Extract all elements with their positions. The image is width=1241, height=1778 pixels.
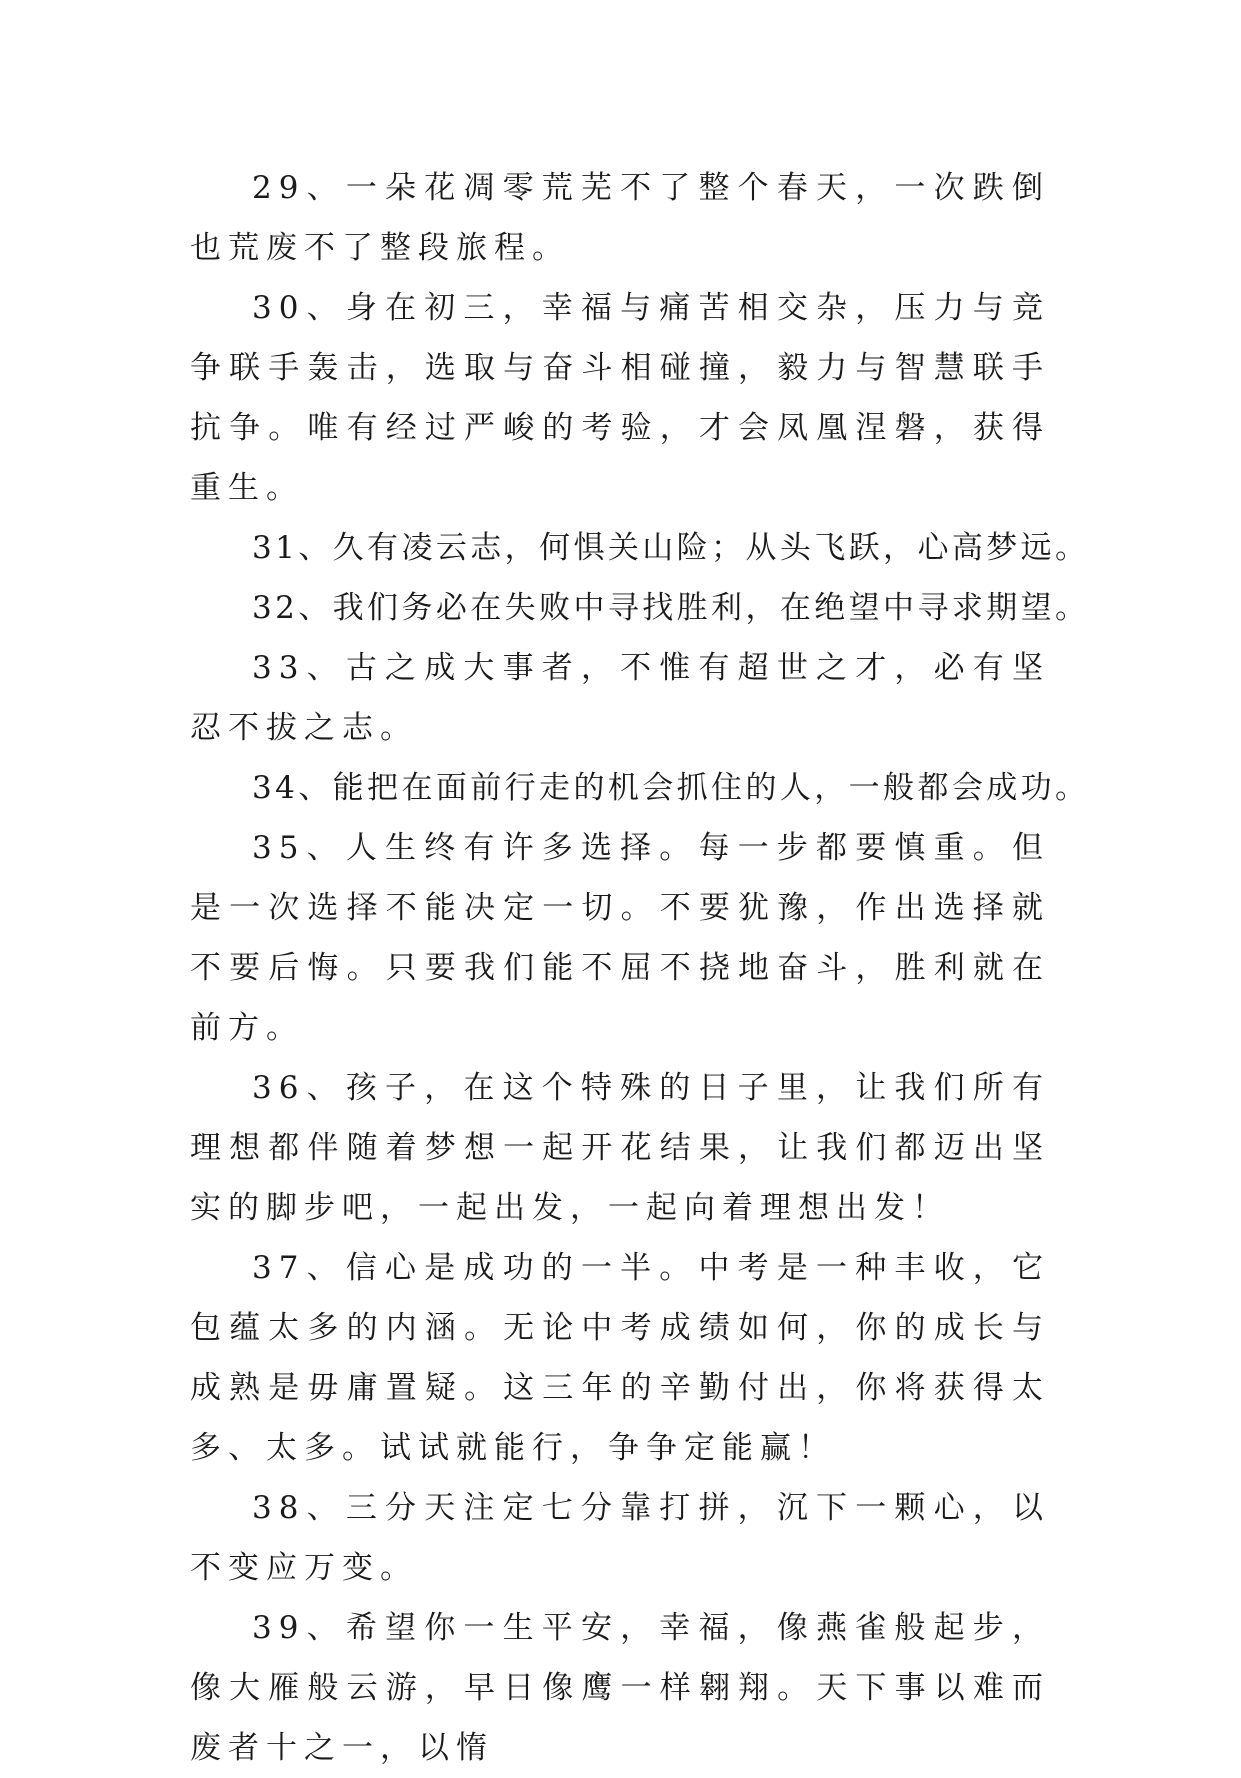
paragraph-33: 33、古之成大事者，不惟有超世之才，必有坚忍不拔之志。 [190,650,1050,746]
paragraph-32: 32、我们务必在失败中寻找胜利，在绝望中寻求期望。 [252,590,1090,626]
document-body [190,158,1090,1778]
paragraph-30: 30、身在初三，幸福与痛苦相交杂，压力与竞争联手轰击，选取与奋斗相碰撞，毅力与智慧联手抗争。唯有经过严峻的考验，才会凤凰涅磐，获得重生。 [190,290,1050,506]
paragraph-36: 36、孩子，在这个特殊的日子里，让我们所有理想都伴随着梦想一起开花结果，让我们都迈出坚实的脚步吧，一起出发，一起向着理想出发！ [190,1070,1050,1226]
paragraph-38: 38、三分天注定七分靠打拼，沉下一颗心，以不变应万变。 [190,1490,1050,1586]
paragraph-31: 31、久有凌云志，何惧关山险；从头飞跃，心高梦远。 [252,530,1090,566]
paragraph-35: 35、人生终有许多选择。每一步都要慎重。但是一次选择不能决定一切。不要犹豫，作出选择就不要后悔。只要我们能不屈不挠地奋斗，胜利就在前方。 [190,830,1050,1046]
paragraph-37: 37、信心是成功的一半。中考是一种丰收，它包蕴太多的内涵。无论中考成绩如何，你的成长与成熟是毋庸置疑。这三年的辛勤付出，你将获得太多、太多。试试就能行，争争定能赢！ [190,1250,1050,1466]
paragraph-34: 34、能把在面前行走的机会抓住的人，一般都会成功。 [252,770,1090,806]
paragraph-29: 29、一朵花凋零荒芜不了整个春天，一次跌倒也荒废不了整段旅程。 [190,170,1050,266]
paragraph-39: 39、希望你一生平安，幸福，像燕雀般起步，像大雁般云游，早日像鹰一样翱翔。天下事以难而废者十之一，以惰 [190,1610,1050,1766]
